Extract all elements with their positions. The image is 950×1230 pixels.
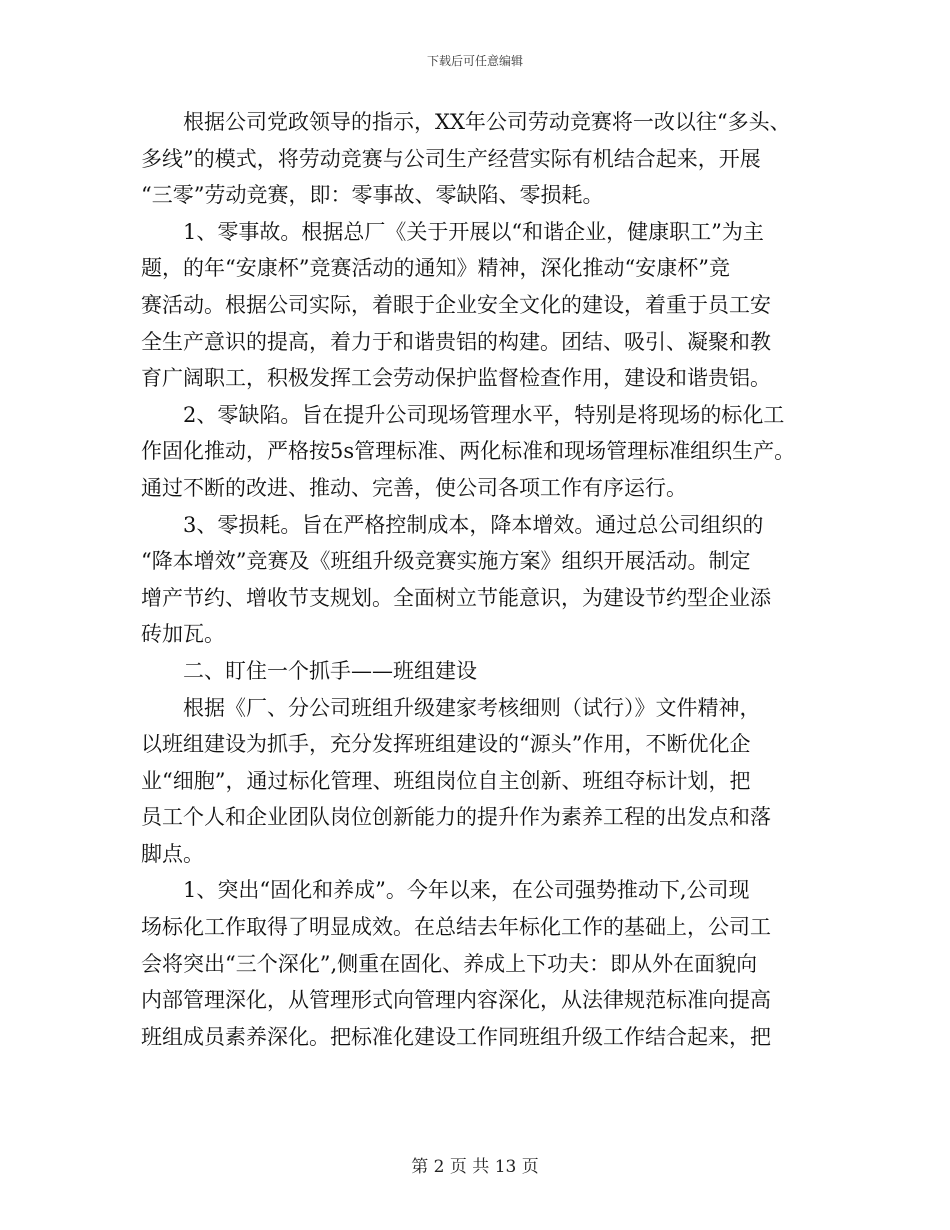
text-line: 2、零缺陷。旨在提升公司现场管理水平，特别是将现场的标化工 <box>183 402 785 427</box>
text-line: 作固化推动，严格按5s管理标准、两化标准和现场管理标准组织生产。 <box>141 439 796 464</box>
text-line: 多线”的模式，将劳动竞赛与公司生产经营实际有机结合起来，开展 <box>141 146 761 171</box>
section-heading: 二、盯住一个抓手——班组建设 <box>183 658 477 683</box>
text-line: 脚点。 <box>141 841 204 866</box>
text-line: 员工个人和企业团队岗位创新能力的提升作为素养工程的出发点和落 <box>141 805 771 830</box>
text-line: 内部管理深化，从管理形式向管理内容深化，从法律规范标准向提高 <box>141 988 771 1013</box>
text-line: 1、突出“固化和养成”。今年以来，在公司强势推动下,公司现 <box>183 878 750 903</box>
text-line: “三零”劳动竞赛，即：零事故、零缺陷、零损耗。 <box>141 183 604 208</box>
text-line: 增产节约、增收节支规划。全面树立节能意识，为建设节约型企业添 <box>141 585 771 610</box>
page-number: 第 2 页 共 13 页 <box>411 1157 539 1177</box>
text-line: 1、零事故。根据总厂《关于开展以“和谐企业，健康职工”为主 <box>183 219 764 244</box>
page-header: 下载后可任意编辑 <box>426 54 523 68</box>
text-line: 业“细胞”，通过标化管理、班组岗位自主创新、班组夺标计划，把 <box>141 768 751 793</box>
text-line: 场标化工作取得了明显成效。在总结去年标化工作的基础上，公司工 <box>141 915 771 940</box>
text-line: 赛活动。根据公司实际，着眼于企业安全文化的建设，着重于员工安 <box>141 292 771 317</box>
text-line: “降本增效”竞赛及《班组升级竞赛实施方案》组织开展活动。制定 <box>141 549 751 574</box>
text-line: 根据《厂、分公司班组升级建家考核细则（试行）》文件精神， <box>183 695 761 720</box>
text-line: 题，的年“安康杯”竞赛活动的通知》精神，深化推动“安康杯”竞 <box>141 256 730 281</box>
text-line: 通过不断的改进、推动、完善，使公司各项工作有序运行。 <box>141 475 687 500</box>
text-line: 全生产意识的提高，着力于和谐贵铝的构建。团结、吸引、凝聚和教 <box>141 329 771 354</box>
text-line: 3、零损耗。旨在严格控制成本，降本增效。通过总公司组织的 <box>183 512 764 537</box>
text-line: 育广阔职工，积极发挥工会劳动保护监督检查作用，建设和谐贵铝。 <box>141 366 771 391</box>
document-body <box>141 104 821 1055</box>
text-line: 班组成员素养深化。把标准化建设工作同班组升级工作结合起来，把 <box>141 1024 771 1049</box>
text-line: 以班组建设为抓手，充分发挥班组建设的“源头”作用，不断优化企 <box>141 732 751 757</box>
text-line: 砖加瓦。 <box>141 622 225 647</box>
text-line: 会将突出“三个深化”,侧重在固化、养成上下功夫：即从外在面貌向 <box>141 951 758 976</box>
text-line: 根据公司党政领导的指示，XX年公司劳动竞赛将一改以往“多头、 <box>183 110 791 134</box>
